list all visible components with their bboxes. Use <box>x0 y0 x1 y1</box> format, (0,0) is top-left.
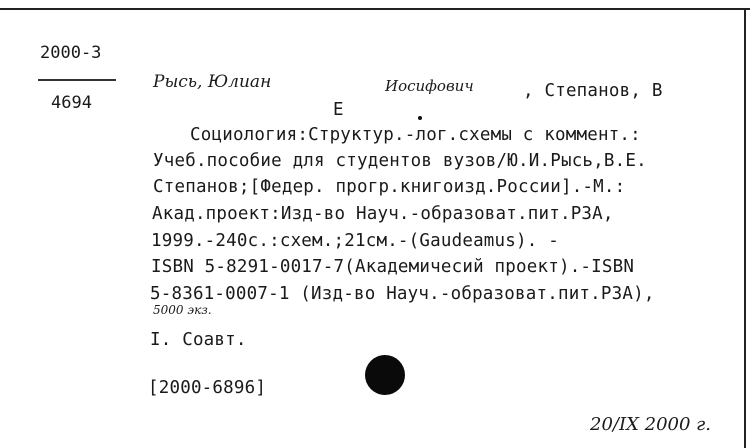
author-patronymic: Иосифович <box>385 77 474 95</box>
body-line-1: Социология:Структур.-лог.схемы с коммент.: <box>190 125 641 145</box>
card-right-border <box>744 8 746 448</box>
handwritten-date-note: 20/IX 2000 г. <box>590 414 711 435</box>
author-name: Рысь, Юлиан <box>153 72 272 92</box>
tracing: I. Соавт. <box>150 330 247 350</box>
body-line-3: Степанов;[Федер. прогр.книгоизд.России].-М.: <box>153 177 626 197</box>
call-number-divider <box>38 79 116 81</box>
body-line-6: ISBN 5-8291-0017-7(Академичесий проект).-ISBN <box>151 257 635 277</box>
body-line-4: Акад.проект:Изд-во Науч.-образоват.пит.РЗА, <box>152 204 614 224</box>
card-punch-hole <box>365 355 405 395</box>
body-line-7: 5-8361-0007-1 (Изд-во Науч.-образоват.пит.РЗА), <box>150 284 655 304</box>
call-number-bottom: 4694 <box>51 93 92 113</box>
body-line-2: Учеб.пособие для студентов вузов/Ю.И.Рысь,В.Е. <box>153 151 647 171</box>
body-line-5: 1999.-240с.:схем.;21см.-(Gaudeamus). - <box>151 231 559 251</box>
card-top-border <box>0 8 750 10</box>
ink-dot <box>418 116 422 120</box>
record-number: [2000-6896] <box>148 378 267 398</box>
coauthor-name: , Степанов, В <box>523 81 663 101</box>
print-run-note: 5000 экз. <box>153 303 212 317</box>
call-number-top: 2000-3 <box>40 43 102 63</box>
coauthor-initial: Е <box>333 100 344 120</box>
